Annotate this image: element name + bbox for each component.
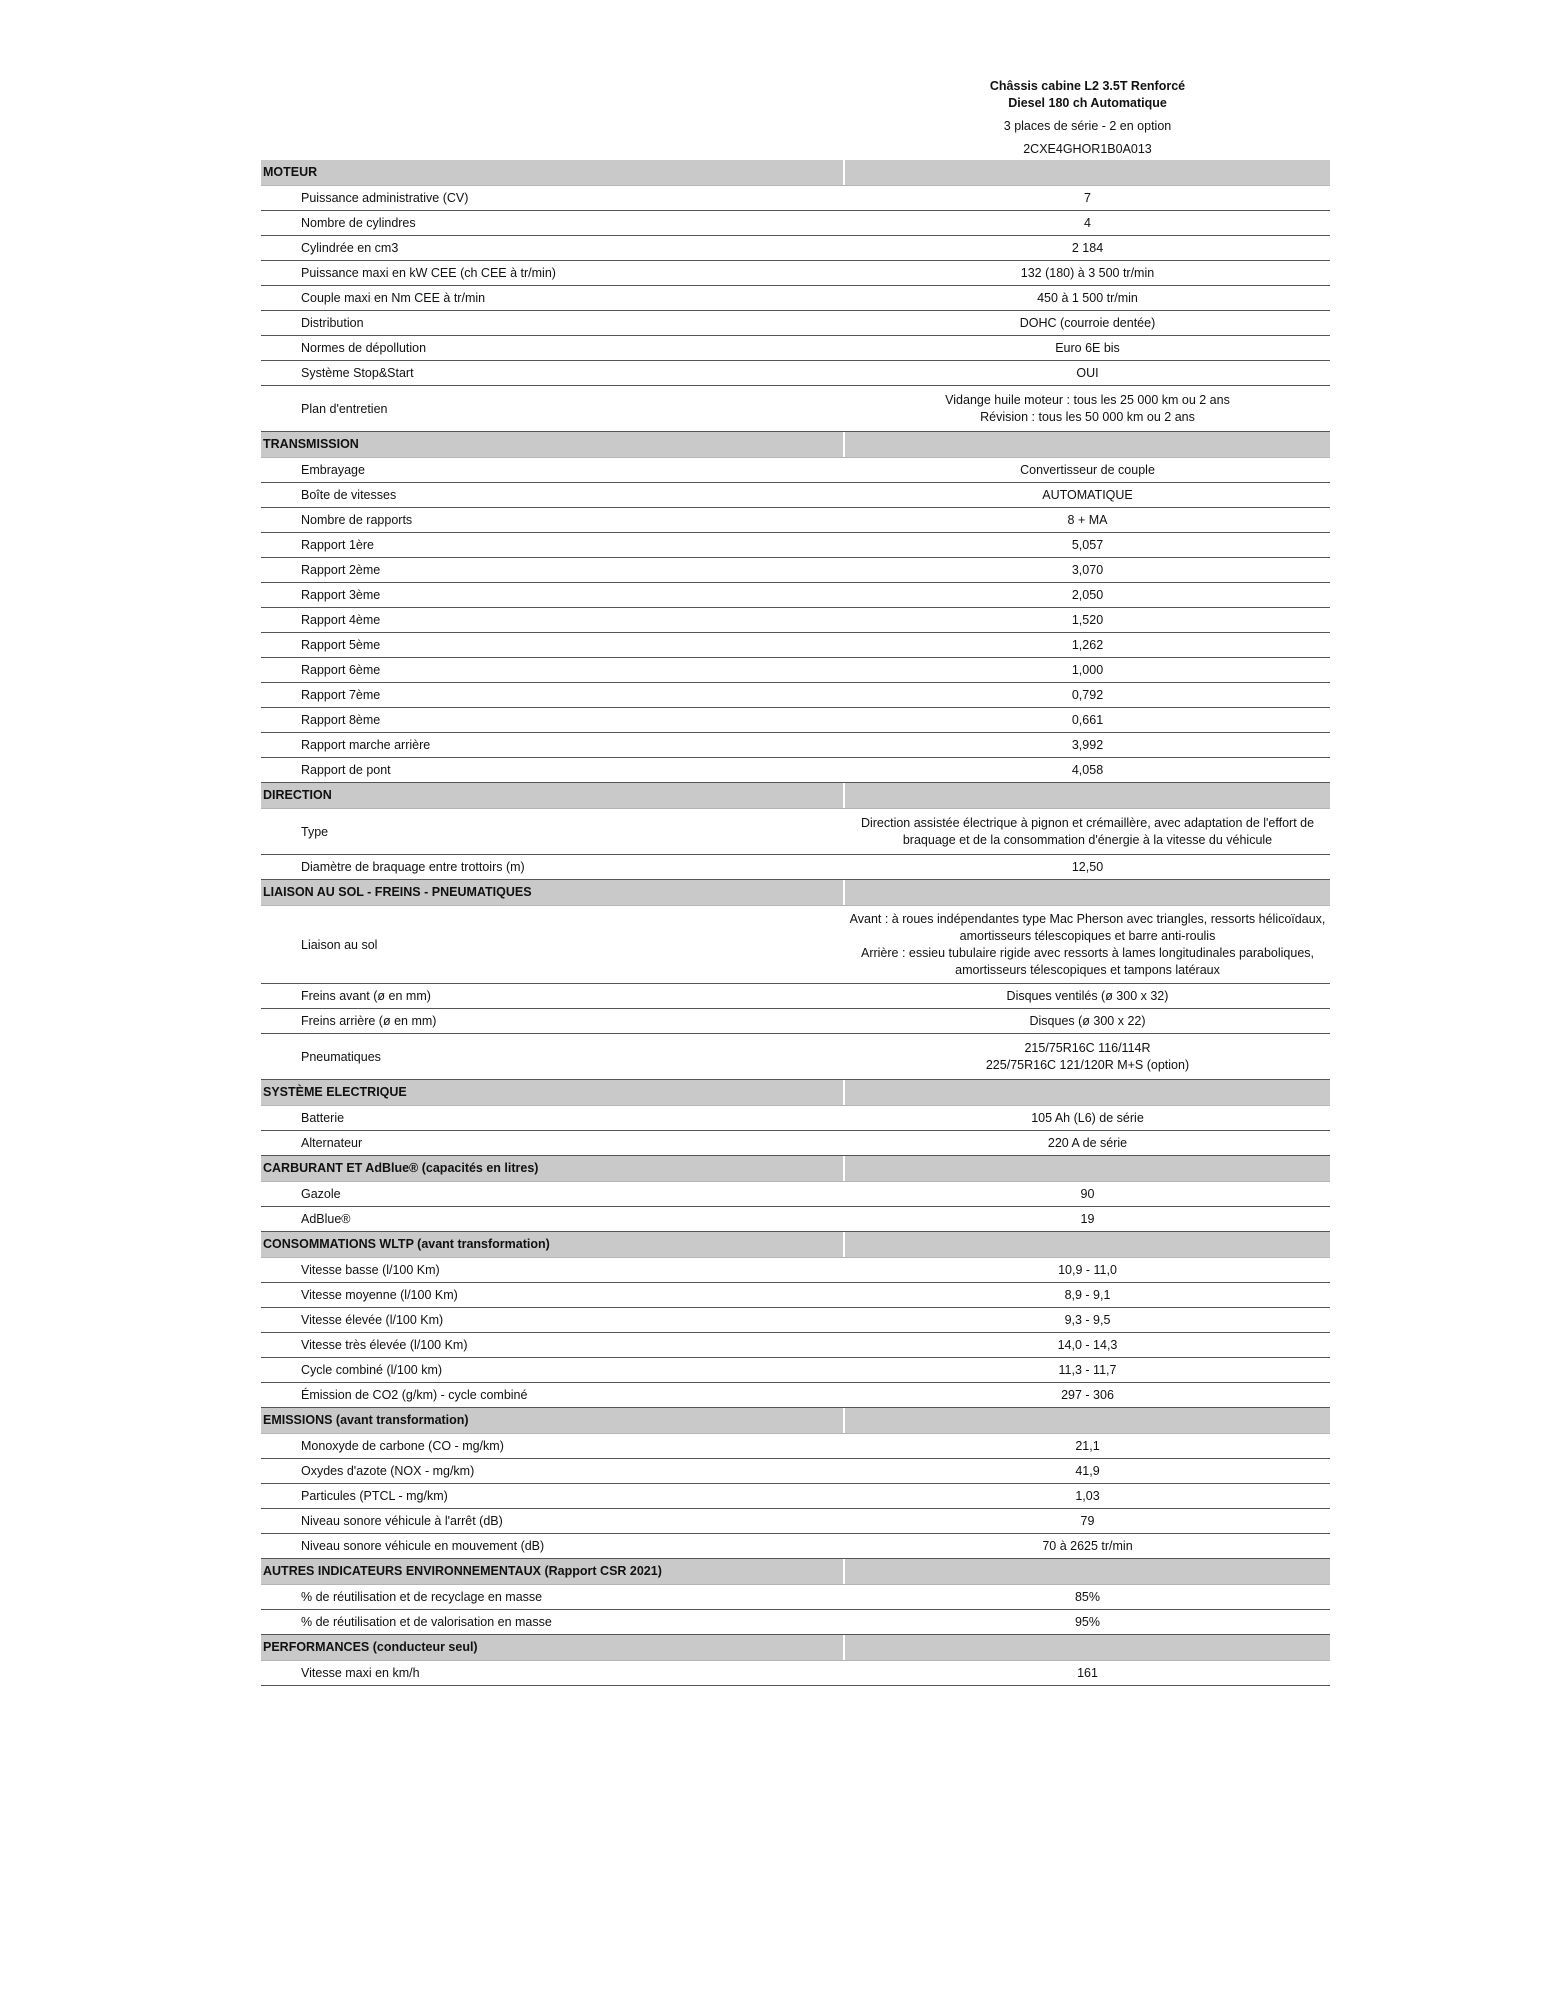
row-label: Rapport 2ème [301,563,381,577]
spec-table [261,160,1330,1686]
row-value: 220 A de série [1047,1135,1128,1150]
row-label: Alternateur [301,1136,363,1150]
row-value: Vidange huile moteur : tous les 25 000 km ou 2 ans Révision : tous les 50 000 km ou 2 ans [945,392,1230,424]
model-header [845,78,1330,158]
row-label: Monoxyde de carbone (CO - mg/km) [301,1439,504,1453]
section-header [261,432,1330,458]
table-row [261,558,1330,583]
row-value: 132 (180) à 3 500 tr/min [1020,265,1155,280]
row-label: Rapport marche arrière [301,738,431,752]
row-label: Rapport 5ème [301,638,381,652]
row-label: Niveau sonore véhicule en mouvement (dB) [301,1539,545,1553]
section-title: AUTRES INDICATEURS ENVIRONNEMENTAUX (Rapport CSR 2021) [261,1559,843,1584]
row-label: Vitesse élevée (l/100 Km) [301,1313,444,1327]
row-value: 7 [1084,190,1091,205]
row-label: Type [301,824,329,839]
table-row [261,708,1330,733]
row-label: Particules (PTCL - mg/km) [301,1489,448,1503]
row-value: 70 à 2625 tr/min [1042,1538,1133,1553]
table-row [261,1585,1330,1610]
row-value: 0,792 [1071,687,1104,702]
row-value: DOHC (courroie dentée) [1019,315,1156,330]
row-label: AdBlue® [301,1212,351,1226]
row-label: Cylindrée en cm3 [301,241,399,255]
section-header-fill [845,783,1330,808]
table-row [261,1358,1330,1383]
section-header-fill [845,1408,1330,1433]
table-row [261,1661,1330,1686]
row-value: 105 Ah (L6) de série [1031,1110,1144,1125]
row-value: 1,262 [1071,637,1104,652]
table-row [261,1131,1330,1156]
section-header [261,1156,1330,1182]
row-label: Rapport 6ème [301,663,381,677]
row-value: 3,070 [1071,562,1104,577]
section-header-fill [845,1635,1330,1660]
row-value: 9,3 - 9,5 [1064,1312,1111,1327]
row-value: 41,9 [1075,1463,1100,1478]
row-label: Plan d'entretien [301,401,388,416]
table-row [261,1207,1330,1232]
row-label: Rapport 1ère [301,538,374,552]
row-label: Freins arrière (ø en mm) [301,1014,437,1028]
section-title: DIRECTION [261,783,843,808]
table-row [261,533,1330,558]
table-row [261,733,1330,758]
table-row [261,1283,1330,1308]
table-row [261,658,1330,683]
table-row [261,211,1330,236]
row-value: 297 - 306 [1061,1387,1114,1402]
row-label: Boîte de vitesses [301,488,397,502]
row-value: OUI [1076,365,1099,380]
section-title: MOTEUR [261,160,843,185]
row-label: Vitesse moyenne (l/100 Km) [301,1288,458,1302]
table-row [261,683,1330,708]
row-label: Vitesse maxi en km/h [301,1666,420,1680]
row-label: Rapport 4ème [301,613,381,627]
row-label: % de réutilisation et de valorisation en masse [301,1615,552,1629]
seats-info: 3 places de série - 2 en option [1003,119,1172,133]
row-value: 0,661 [1071,712,1104,727]
table-row [261,186,1330,211]
row-label: Puissance administrative (CV) [301,191,469,205]
row-value: 90 [1080,1186,1095,1201]
row-label: % de réutilisation et de recyclage en masse [301,1590,543,1604]
row-label: Émission de CO2 (g/km) - cycle combiné [301,1388,528,1402]
row-value: 1,000 [1071,662,1104,677]
row-value: 14,0 - 14,3 [1057,1337,1118,1352]
table-row [261,508,1330,533]
row-value: 19 [1080,1211,1095,1226]
row-label: Diamètre de braquage entre trottoirs (m) [301,860,525,874]
section-title: TRANSMISSION [261,432,843,457]
table-row [261,758,1330,783]
row-label: Rapport de pont [301,763,391,777]
section-header-fill [845,1559,1330,1584]
table-row [261,1009,1330,1034]
section-title: CONSOMMATIONS WLTP (avant transformation) [261,1232,843,1257]
row-value: 2,050 [1071,587,1104,602]
table-row [261,286,1330,311]
row-label: Gazole [301,1187,341,1201]
row-value: 450 à 1 500 tr/min [1037,290,1138,305]
row-label: Nombre de rapports [301,513,413,527]
row-value: 1,520 [1071,612,1104,627]
section-header [261,783,1330,809]
table-row [261,458,1330,483]
row-label: Vitesse basse (l/100 Km) [301,1263,440,1277]
table-row [261,1534,1330,1559]
table-row [261,1434,1330,1459]
table-row [261,608,1330,633]
table-row [261,1509,1330,1534]
row-label: Nombre de cylindres [301,216,416,230]
row-label: Couple maxi en Nm CEE à tr/min [301,291,486,305]
row-value: 95% [1074,1614,1101,1629]
table-row [261,984,1330,1009]
row-label: Vitesse très élevée (l/100 Km) [301,1338,468,1352]
engine-name: Diesel 180 ch Automatique [1008,96,1167,110]
table-row [261,261,1330,286]
row-value: Direction assistée électrique à pignon et crémaillère, avec adaptation de l'effort de braquage et de la consommation d'énergie à la vitesse du véhicule [860,815,1315,847]
row-label: Oxydes d'azote (NOX - mg/km) [301,1464,475,1478]
section-header [261,880,1330,906]
row-value: Euro 6E bis [1055,340,1120,355]
row-value: 1,03 [1075,1488,1100,1503]
table-row [261,1182,1330,1207]
table-row [261,1610,1330,1635]
table-row [261,236,1330,261]
row-value: 12,50 [1071,859,1104,874]
table-row [261,1034,1330,1080]
table-row [261,1383,1330,1408]
row-value: 3,992 [1071,737,1104,752]
section-header-fill [845,160,1330,185]
section-header [261,160,1330,186]
row-value: 4 [1084,215,1091,230]
section-title: LIAISON AU SOL - FREINS - PNEUMATIQUES [261,880,843,905]
row-value: 8,9 - 9,1 [1064,1287,1111,1302]
table-row [261,1308,1330,1333]
row-value: Disques ventilés (ø 300 x 32) [1006,988,1169,1003]
table-row [261,633,1330,658]
spec-sheet [261,0,1330,1686]
table-row [261,906,1330,984]
row-label: Cycle combiné (l/100 km) [301,1363,443,1377]
table-row [261,361,1330,386]
row-label: Puissance maxi en kW CEE (ch CEE à tr/min) [301,266,556,280]
row-label: Pneumatiques [301,1049,381,1064]
table-row [261,386,1330,432]
row-value: Convertisseur de couple [1020,462,1155,477]
row-label: Rapport 3ème [301,588,381,602]
row-value: AUTOMATIQUE [1042,487,1133,502]
table-row [261,311,1330,336]
table-row [261,483,1330,508]
row-label: Liaison au sol [301,937,378,952]
table-row [261,1258,1330,1283]
section-header [261,1408,1330,1434]
row-value: 21,1 [1075,1438,1100,1453]
table-row [261,1459,1330,1484]
row-label: Distribution [301,316,364,330]
row-label: Rapport 7ème [301,688,381,702]
table-row [261,1333,1330,1358]
table-row [261,855,1330,880]
row-label: Système Stop&Start [301,366,414,380]
section-title: EMISSIONS (avant transformation) [261,1408,843,1433]
row-label: Freins avant (ø en mm) [301,989,431,1003]
section-header-fill [845,1156,1330,1181]
row-label: Normes de dépollution [301,341,427,355]
row-value: 4,058 [1071,762,1104,777]
row-label: Rapport 8ème [301,713,381,727]
row-value: 2 184 [1071,240,1104,255]
section-header [261,1080,1330,1106]
section-header-fill [845,432,1330,457]
row-value: Avant : à roues indépendantes type Mac Pherson avec triangles, ressorts hélicoïdaux, amortisseurs télescopiques et barre anti-roulis Arrière : essieu tubulaire rigide avec ressorts à lames longitudinales paraboliques, amortisseurs télescopiques et tampons latéraux [849,911,1326,977]
section-header-fill [845,880,1330,905]
table-row [261,583,1330,608]
row-label: Batterie [301,1111,345,1125]
table-row [261,809,1330,855]
row-value: 5,057 [1071,537,1104,552]
row-value: 85% [1074,1589,1101,1604]
section-header [261,1232,1330,1258]
table-row [261,336,1330,361]
version-code: 2CXE4GHOR1B0A013 [1023,142,1152,156]
table-row [261,1106,1330,1131]
row-value: 215/75R16C 116/114R 225/75R16C 121/120R M+S (option) [985,1040,1190,1072]
row-label: Embrayage [301,463,365,477]
model-name: Châssis cabine L2 3.5T Renforcé [989,79,1186,93]
table-row [261,1484,1330,1509]
row-value: 161 [1077,1665,1098,1680]
row-value: 8 + MA [1067,512,1108,527]
section-title: SYSTÈME ELECTRIQUE [261,1080,843,1105]
row-value: 79 [1080,1513,1095,1528]
section-title: CARBURANT ET AdBlue® (capacités en litres) [261,1156,843,1181]
section-header [261,1635,1330,1661]
row-value: Disques (ø 300 x 22) [1029,1013,1146,1028]
section-header [261,1559,1330,1585]
section-header-fill [845,1232,1330,1257]
section-header-fill [845,1080,1330,1105]
section-title: PERFORMANCES (conducteur seul) [261,1635,843,1660]
row-value: 11,3 - 11,7 [1058,1362,1117,1377]
row-label: Niveau sonore véhicule à l'arrêt (dB) [301,1514,503,1528]
row-value: 10,9 - 11,0 [1058,1262,1117,1277]
